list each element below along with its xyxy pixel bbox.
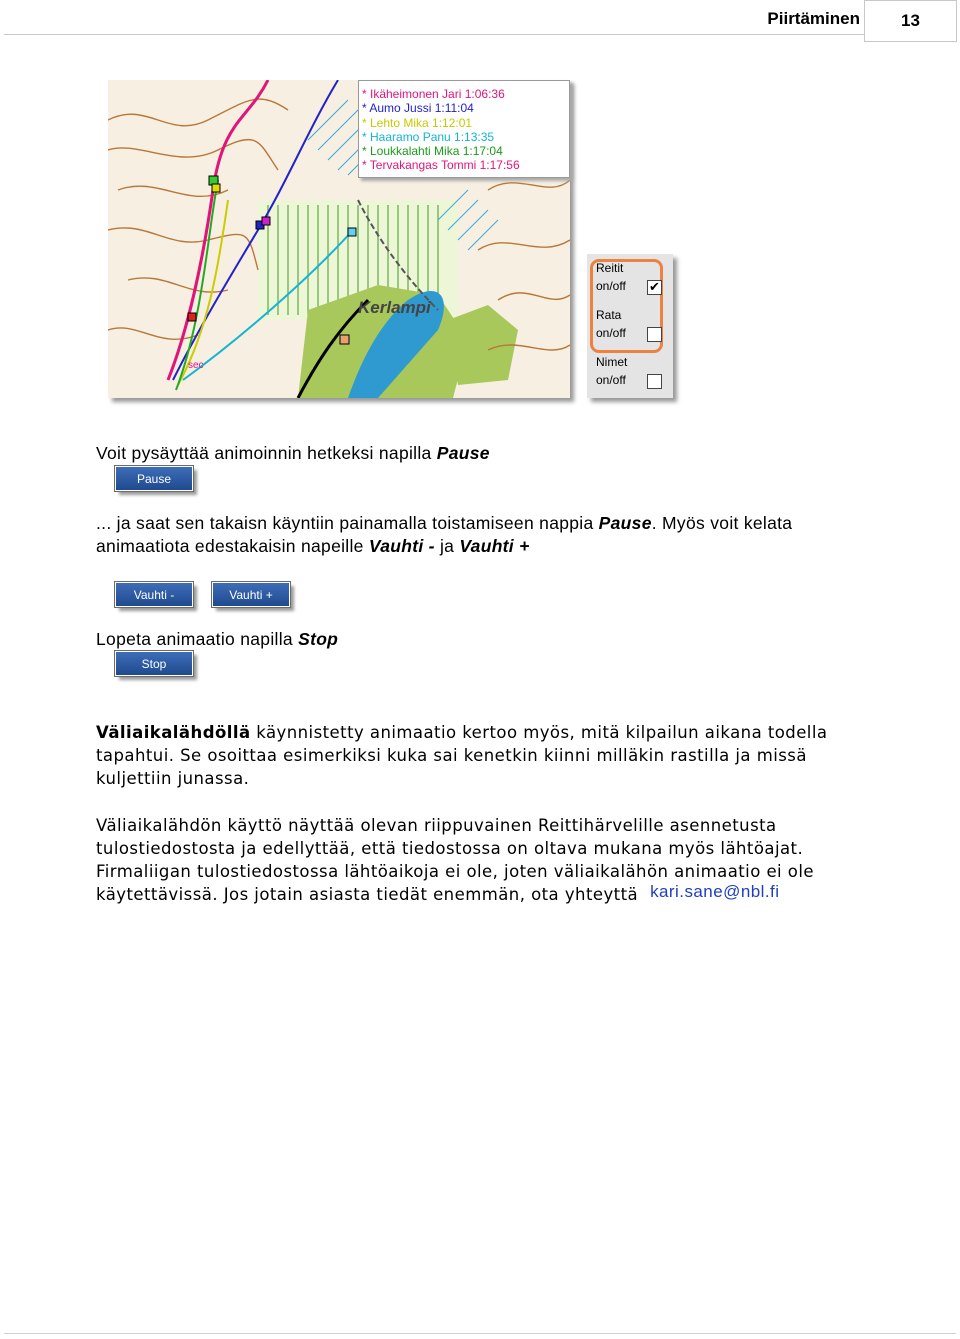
legend-entry: * Tervakangas Tommi 1:17:56: [362, 158, 520, 173]
course-checkbox[interactable]: [647, 327, 662, 342]
speed-paragraph: ... ja saat sen takaisn käyntiin painamalla toistamiseen nappia Pause. Myös voit kelata animaatiota edestakaisin napeille Vauhti - ja Vauhti +: [96, 513, 793, 556]
names-checkbox[interactable]: [647, 374, 662, 389]
section-title: Piirtäminen: [767, 9, 860, 28]
contact-email-link[interactable]: kari.sane@nbl.fi: [650, 882, 780, 901]
names-toggle-label: Nimet: [596, 355, 628, 369]
speed-up-button[interactable]: Vauhti +: [212, 582, 290, 607]
routes-checkbox[interactable]: ✔: [647, 280, 662, 295]
route-legend: [358, 80, 570, 178]
pause-paragraph: Voit pysäyttää animoinnin hetkeksi napilla Pause: [96, 443, 490, 463]
legend-entry: * Loukkalahti Mika 1:17:04: [362, 144, 503, 159]
course-toggle-label: Rata: [596, 308, 622, 322]
stop-button[interactable]: Stop: [115, 651, 193, 676]
legend-entry: * Aumo Jussi 1:11:04: [362, 101, 474, 116]
speed-down-button[interactable]: Vauhti -: [115, 582, 193, 607]
results-file-paragraph: Väliaikalähdön käyttö näyttää olevan riippuvainen Reittihärvelille asennetusta tulostiedostosta ja edellyttää, että tiedostossa on oltava mukana myös lähtöajat. Firmaliigan tulostiedostossa lähtöaikoja ei ole, joten väliaikalähön animaatio ei ole käytettävissä. Jos jotain asiasta tiedät enemmän, ota yhteyttä kari.sane@nbl.fi: [96, 816, 814, 904]
names-toggle-sublabel: on/off: [596, 373, 626, 387]
map-place-label: Kerlampi: [358, 298, 431, 317]
legend-entry: * Lehto Mika 1:12:01: [362, 115, 473, 130]
header-rule: [4, 34, 864, 35]
map-start-label: sec: [188, 360, 204, 371]
routes-toggle-label: Reitit: [596, 261, 624, 275]
course-toggle-sublabel: on/off: [596, 326, 626, 340]
legend-entry: * Haaramo Panu 1:13:35: [362, 129, 495, 144]
interval-start-paragraph: Väliaikalähdöllä käynnistetty animaatio kertoo myös, mitä kilpailun aikana todella tapahtui. Se osoittaa esimerkiksi kuka sai kenetkin kiinni milläkin rastilla ja missä kuljettiin junassa.: [96, 723, 828, 788]
routes-toggle-sublabel: on/off: [596, 279, 626, 293]
footer-rule: [4, 1333, 956, 1334]
pause-button[interactable]: Pause: [115, 466, 193, 491]
toggle-panel: [587, 254, 673, 398]
legend-entry: * Ikäheimonen Jari 1:06:36: [362, 87, 505, 101]
page-number: 13: [864, 0, 957, 42]
stop-paragraph: Lopeta animaatio napilla Stop: [96, 629, 339, 649]
